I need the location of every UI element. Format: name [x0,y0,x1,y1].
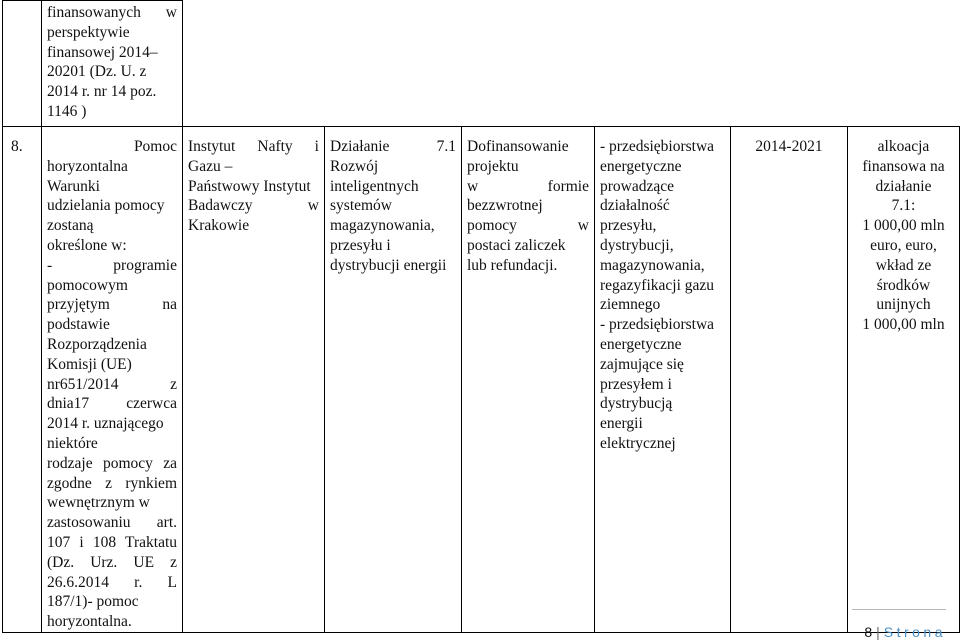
cell-empty [325,1,462,127]
table-row [3,127,960,633]
text-line: Pomoc [133,138,177,155]
text-line: 187/1)- pomoc [47,593,139,611]
text-line: wewnętrznym w [47,494,150,512]
text-line: inteligentnych [330,177,419,195]
text-line: - programie [47,256,177,274]
text-line: energii [600,415,643,433]
text-line: niektóre [47,434,98,452]
text-line: określone w: [47,236,127,254]
cell-empty [462,1,595,127]
cell-empty [183,1,325,127]
page-word: Strona [883,624,946,640]
text-line: projektu [467,157,519,175]
text-line: zgodne z rynkiem [47,474,177,492]
cell-action [325,127,462,633]
text-line: 20201 (Dz. U. z [47,63,147,81]
text-line: dystrybucją [600,395,673,413]
text-line: - przedsiębiorstwa [600,316,715,334]
text-line: energetyczne [600,335,682,353]
text-line: energetyczne [600,157,682,175]
cell-legal-basis [42,127,183,633]
row-number: 8. [11,138,23,155]
period-text: 2014-2021 [755,138,823,155]
text-line: Rozwój [330,157,379,175]
page-footer [864,624,946,640]
text-line: magazynowania, [600,256,705,274]
cell-support-form [462,127,595,633]
text-line: zastosowaniu art. [47,514,177,532]
text-line: perspektywie [47,23,130,41]
cell-number-empty [3,1,42,127]
table-row-continuation [3,1,960,127]
footer-divider [852,609,946,610]
text-line: zostaną [47,217,94,235]
cell-empty [848,1,960,127]
text-line: dystrybucji energii [330,256,447,274]
text-line: udzielania pomocy [47,197,165,215]
text-line: Gazu – [188,157,233,175]
text-line: 7.1: [891,197,916,215]
text-line: działanie [875,177,932,195]
text-line: - przedsiębiorstwa [600,138,715,155]
text-line: 2014 r. uznającego [47,415,164,433]
document-table [2,0,960,633]
text-line: przesyłu i [330,236,391,254]
text-line: pomocy w [467,217,589,235]
text-line: wkład ze [875,256,932,274]
text-line: alkoacja [877,138,930,155]
text-line: bezzwrotnej [467,197,543,215]
cell-institution [183,127,325,633]
cell-beneficiaries [595,127,731,633]
text-line: nr651/2014 z [47,375,177,393]
text-line: Warunki [47,177,100,195]
text-line: finansowanych w [47,4,177,21]
text-line: 2014 r. nr 14 poz. [47,83,157,101]
text-line: Krakowie [188,217,250,235]
text-line: Instytut Nafty i [188,138,319,155]
cell-legal-basis-continuation [42,1,183,127]
text-line: finansowa na [862,157,945,175]
text-line: Rozporządzenia [47,335,147,353]
text-line: 107 i 108 Traktatu [47,533,177,551]
text-line: 1 000,00 mln [862,316,945,334]
text-line: działalność [600,197,670,215]
cell-empty [595,1,731,127]
cell-empty [731,1,848,127]
text-line: w formie [467,177,589,195]
text-line: przesyłu, [600,217,657,235]
text-line: przesyłem i [600,375,672,393]
text-line: prowadzące [600,177,675,195]
text-line: elektrycznej [600,434,676,452]
text-line: horyzontalna [47,157,128,175]
text-line: 26.6.2014 r. L [47,573,177,591]
text-line: podstawie [47,316,110,334]
text-line: systemów [330,197,392,215]
text-line: finansowej 2014– [47,43,158,61]
text-line: zajmujące się [600,355,684,373]
text-line: ziemnego [600,296,661,314]
text-line: euro, euro, [870,236,937,254]
text-line: Komisji (UE) [47,355,132,373]
cell-number [3,127,42,633]
text-line: postaci zaliczek [467,236,566,254]
text-line: Działanie 7.1 [330,138,456,155]
text-line: środków [876,276,931,294]
text-line: (Dz. Urz. UE z [47,553,177,571]
text-line: dystrybucji, [600,236,674,254]
footer-separator: | [876,624,880,640]
text-line: Dofinansowanie [467,138,569,155]
text-line: lub refundacji. [467,256,558,274]
text-line: unijnych [876,296,931,314]
text-line: pomocowym [47,276,128,294]
text-line: Badawczy w [188,197,319,215]
text-line: przyjętym na [47,296,177,314]
text-line: dnia17 czerwca [47,395,177,413]
text-line: magazynowania, [330,217,435,235]
text-line: rodzaje pomocy za [47,454,177,472]
text-line: 1146 ) [47,102,87,120]
text-line: horyzontalna. [47,613,132,631]
text-line: Państwowy Instytut [188,177,311,195]
text-line: 1 000,00 mln [862,217,945,235]
cell-allocation [848,127,960,633]
cell-period [731,127,848,633]
text-line: regazyfikacji gazu [600,276,715,294]
page-number: 8 [864,624,873,640]
